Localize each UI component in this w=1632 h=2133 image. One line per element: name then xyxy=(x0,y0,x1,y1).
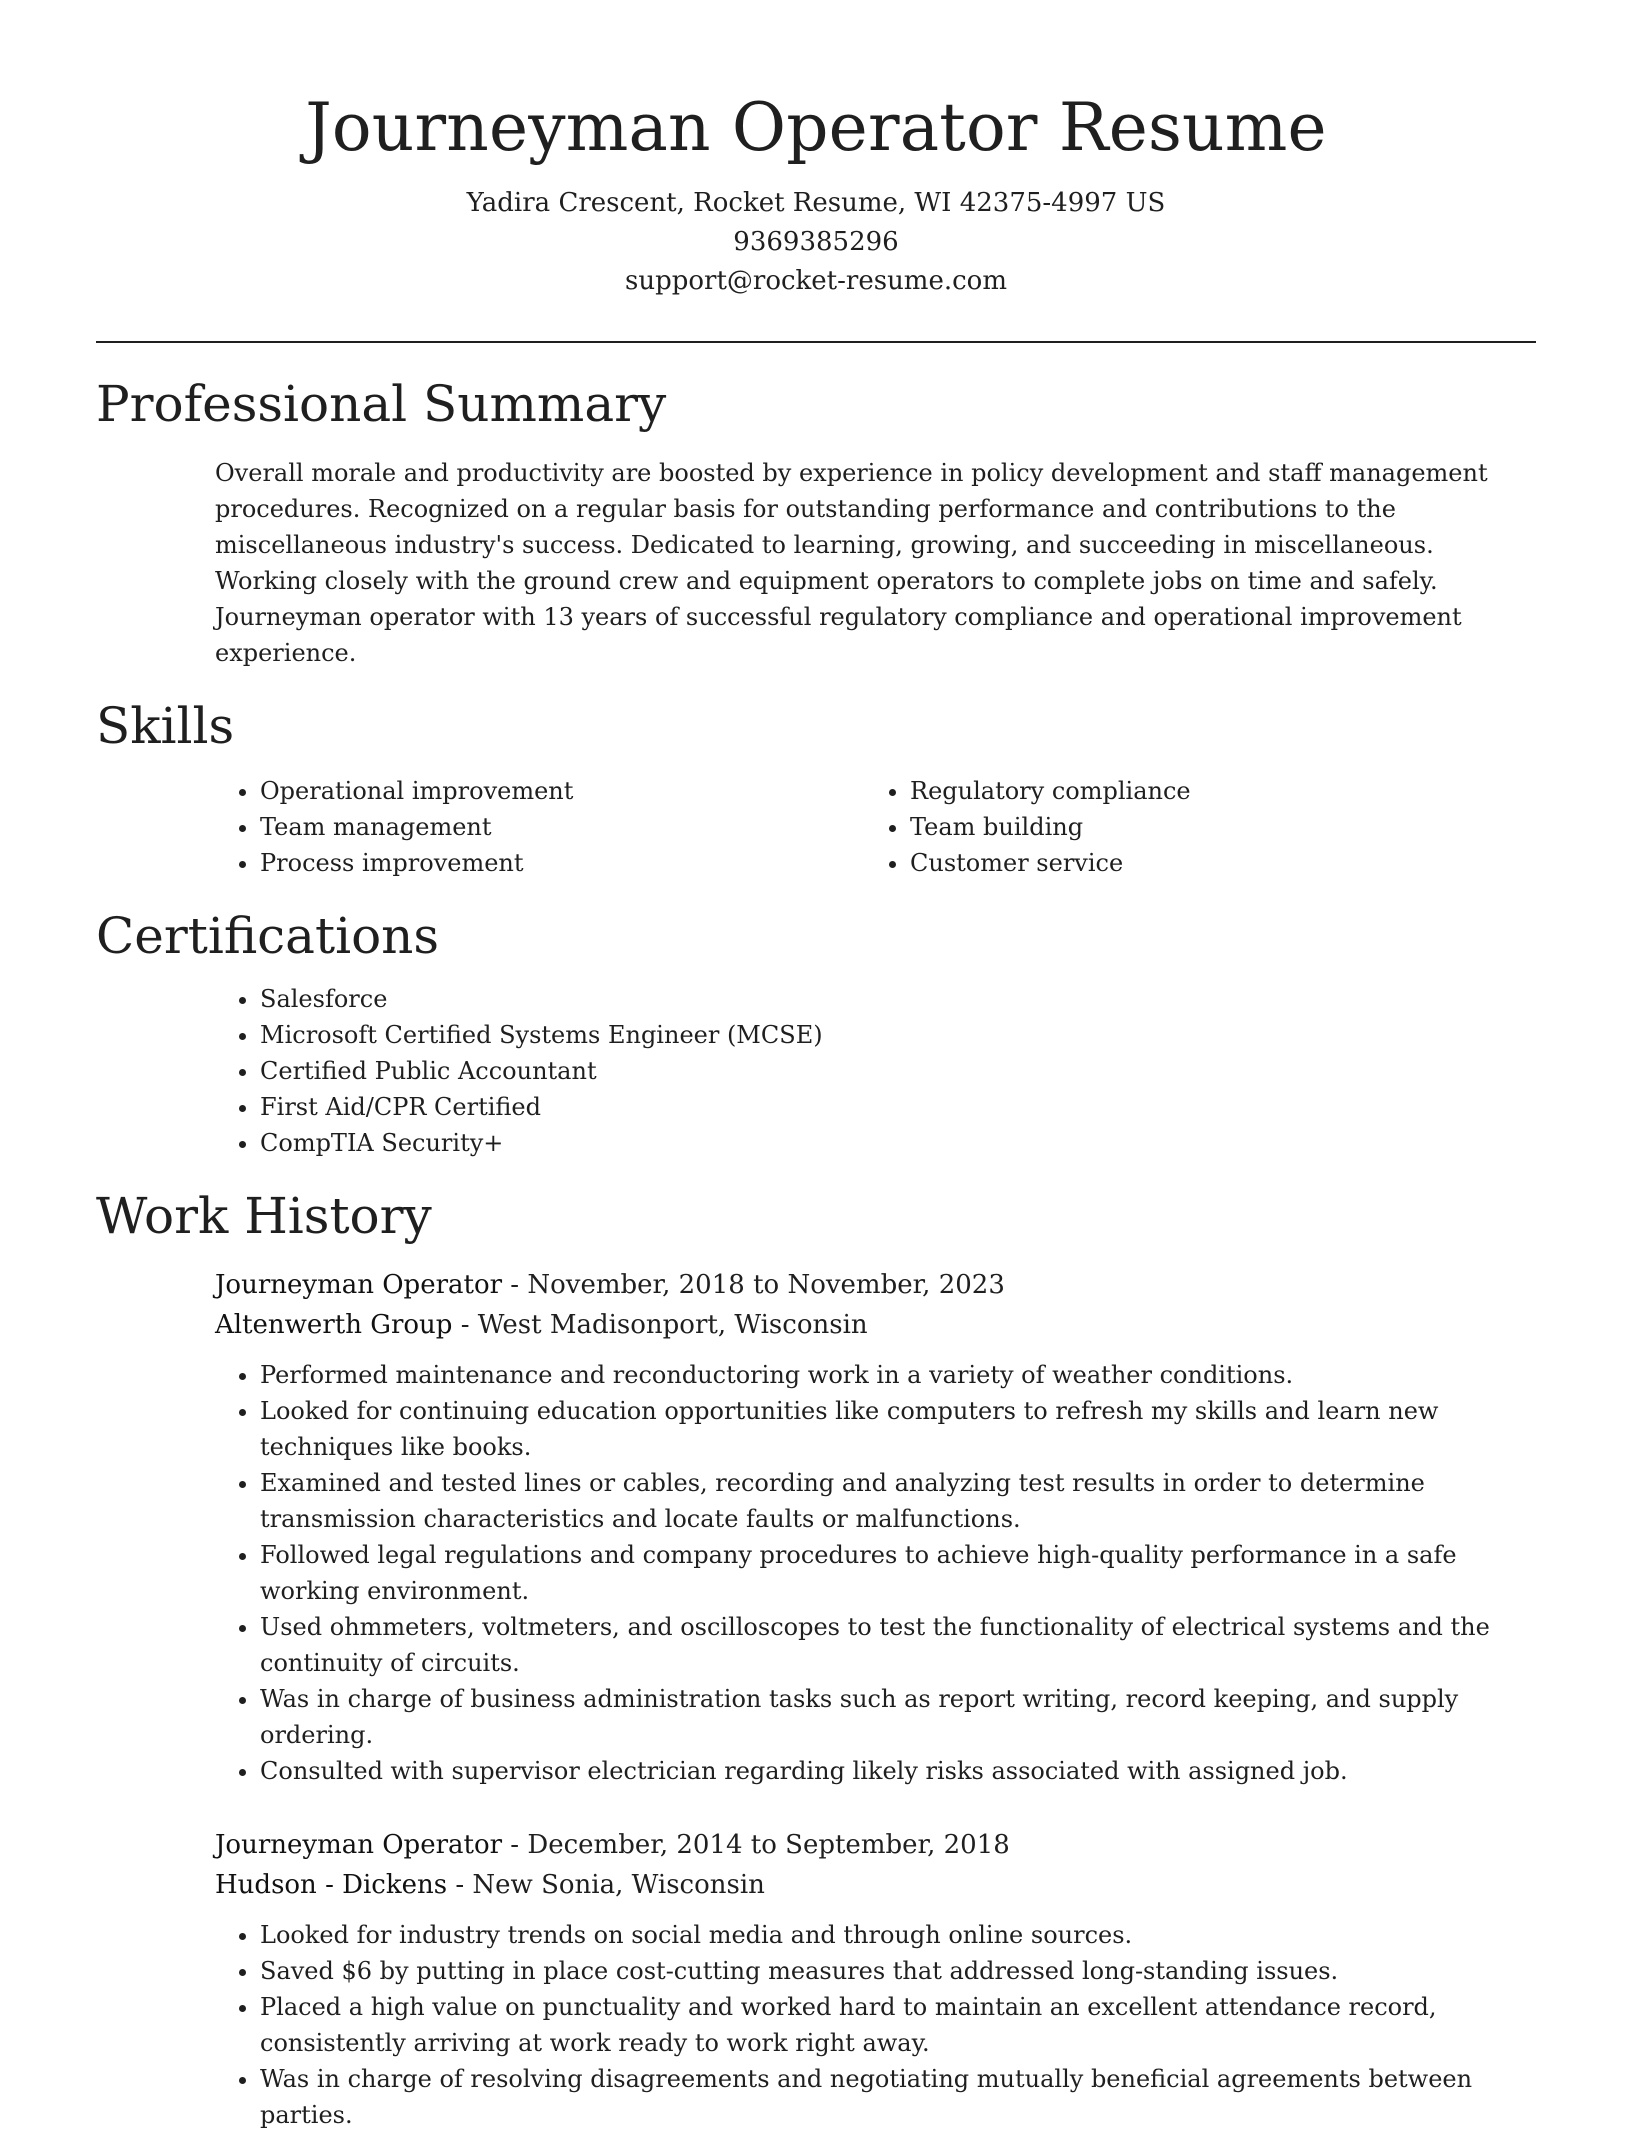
skill-item: • Team building xyxy=(910,809,1515,845)
job-bullet: • Followed legal regulations and company procedures to achieve high-quality performance in a safe working environment. xyxy=(260,1537,1545,1609)
skill-item: • Customer service xyxy=(910,845,1515,881)
skills-list-left xyxy=(215,773,865,881)
certification-item: • Salesforce xyxy=(260,981,1535,1017)
separator-dash: - xyxy=(447,1870,473,1900)
job-bullet: • Performed maintenance and reconductoring work in a variety of weather conditions. xyxy=(260,1357,1545,1393)
certifications-block xyxy=(215,981,1535,1161)
job-company-line xyxy=(215,1305,1545,1345)
skills-list-right xyxy=(865,773,1515,881)
job-dates: December, 2014 to September, 2018 xyxy=(527,1830,1010,1860)
job-bullet: • Looked for industry trends on social media and through online sources. xyxy=(260,1917,1545,1953)
skills-heading: Skills xyxy=(96,697,235,755)
separator-dash: - xyxy=(502,1270,528,1300)
job-entry xyxy=(215,1265,1545,1789)
job-role: Journeyman Operator xyxy=(215,1830,503,1860)
resume-title: Journeyman Operator Resume xyxy=(305,89,1327,166)
job-bullet: • Looked for continuing education opportunities like computers to refresh my skills and learn new techniques like books. xyxy=(260,1393,1545,1465)
header-divider xyxy=(96,341,1536,343)
skills-grid xyxy=(215,773,1535,881)
job-role: Journeyman Operator xyxy=(215,1270,503,1300)
job-bullet: • Saved $6 by putting in place cost-cutting measures that addressed long-standing issues. xyxy=(260,1953,1545,1989)
separator-dash: - xyxy=(452,1310,478,1340)
job-bullet: • Was in charge of resolving disagreements and negotiating mutually beneficial agreements between parties. xyxy=(260,2061,1545,2133)
separator-dash: - xyxy=(502,1830,528,1860)
job-location: West Madisonport, Wisconsin xyxy=(477,1310,868,1340)
skills-column-right xyxy=(865,773,1515,881)
summary-heading: Professional Summary xyxy=(96,375,667,433)
job-company: Altenwerth Group xyxy=(215,1310,453,1340)
certification-item: • First Aid/CPR Certified xyxy=(260,1089,1535,1125)
job-company-line xyxy=(215,1865,1545,1905)
contact-phone: 9369385296 xyxy=(733,227,899,257)
certifications-list xyxy=(215,981,1535,1161)
summary-text: Overall morale and productivity are boosted by experience in policy development and staff management procedures. Recognized on a regular basis for outstanding performance and contributions to the miscellaneous industry's success. Dedicated to learning, growing, and succeeding in miscellaneous. Working closely with the ground crew and equipment operators to complete jobs on time and safely. Journeyman operator with 13 years of successful regulatory compliance and operational improvement experience. xyxy=(215,459,1488,667)
job-bullet: • Examined and tested lines or cables, recording and analyzing test results in order to determine transmission characteristics and locate faults or malfunctions. xyxy=(260,1465,1545,1537)
skill-item: • Process improvement xyxy=(260,845,865,881)
certification-item: • Certified Public Accountant xyxy=(260,1053,1535,1089)
skill-item: • Team management xyxy=(260,809,865,845)
contact-address: Yadira Crescent, Rocket Resume, WI 42375-4997 US xyxy=(466,188,1166,218)
job-bullets xyxy=(215,1917,1545,2133)
contact-email: support@rocket-resume.com xyxy=(624,266,1007,296)
job-dates: November, 2018 to November, 2023 xyxy=(527,1270,1005,1300)
work-history-heading: Work History xyxy=(96,1187,432,1245)
job-company: Hudson - Dickens xyxy=(215,1870,448,1900)
job-bullets xyxy=(215,1357,1545,1789)
job-bullet: • Used ohmmeters, voltmeters, and oscilloscopes to test the functionality of electrical systems and the continuity of circuits. xyxy=(260,1609,1545,1681)
job-bullet-list xyxy=(215,1357,1545,1789)
skill-item: • Regulatory compliance xyxy=(910,773,1515,809)
certification-item: • Microsoft Certified Systems Engineer (MCSE) xyxy=(260,1017,1535,1053)
job-title-line xyxy=(215,1825,1545,1865)
skill-item: • Operational improvement xyxy=(260,773,865,809)
certifications-heading: Certifications xyxy=(96,907,440,965)
job-bullet-list xyxy=(215,1917,1545,2133)
job-title-line xyxy=(215,1265,1545,1305)
job-entry xyxy=(215,1825,1545,2133)
resume-page xyxy=(96,0,1536,2133)
skills-column-left xyxy=(215,773,865,881)
job-bullet: • Placed a high value on punctuality and worked hard to maintain an excellent attendance record, consistently arriving at work ready to work right away. xyxy=(260,1989,1545,2061)
contact-block xyxy=(96,184,1536,301)
certification-item: • CompTIA Security+ xyxy=(260,1125,1535,1161)
job-bullet: • Consulted with supervisor electrician regarding likely risks associated with assigned job. xyxy=(260,1753,1545,1789)
resume-header xyxy=(96,0,1536,301)
job-location: New Sonia, Wisconsin xyxy=(472,1870,765,1900)
job-bullet: • Was in charge of business administration tasks such as report writing, record keeping, and supply ordering. xyxy=(260,1681,1545,1753)
